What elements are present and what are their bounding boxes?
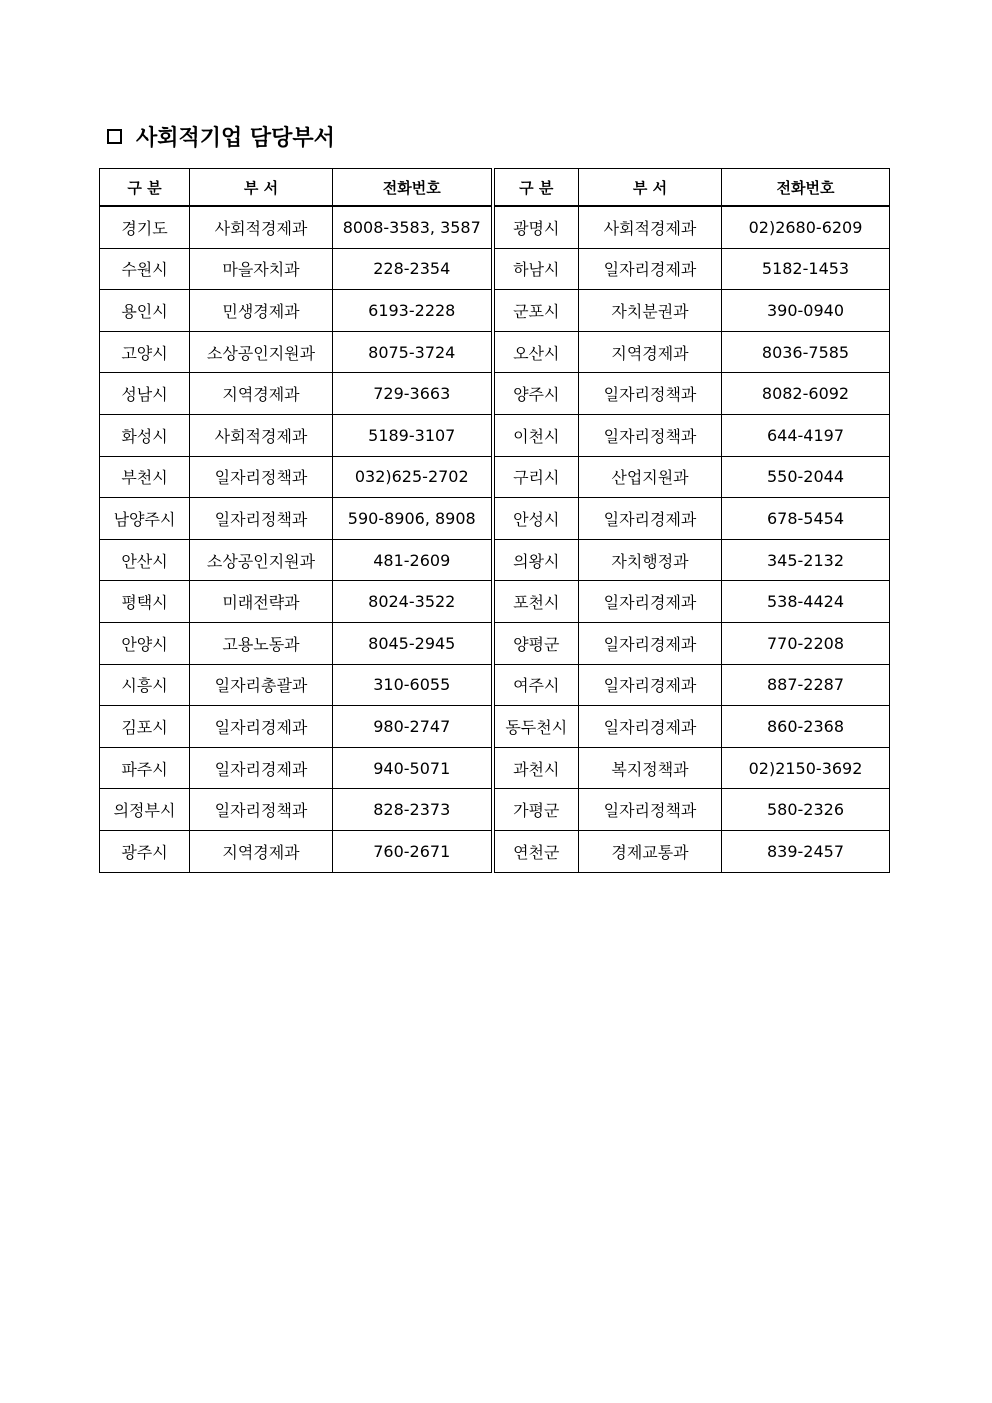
table-row xyxy=(100,498,890,540)
department-cell: 사회적경제과 xyxy=(190,414,333,456)
table-row xyxy=(100,539,890,581)
phone-cell: 940-5071 xyxy=(333,747,493,789)
phone-cell-right: 02)2150-3692 xyxy=(722,747,890,789)
department-cell: 소상공인지원과 xyxy=(190,331,333,373)
phone-cell-right: 8082-6092 xyxy=(722,373,890,415)
region-cell: 광주시 xyxy=(100,830,190,872)
region-cell: 남양주시 xyxy=(100,498,190,540)
department-cell: 민생경제과 xyxy=(190,290,333,332)
department-cell-right: 일자리경제과 xyxy=(579,664,722,706)
header-department: 부 서 xyxy=(190,169,333,207)
phone-cell-right: 5182-1453 xyxy=(722,248,890,290)
region-cell-right: 가평군 xyxy=(493,789,579,831)
department-cell-right: 복지정책과 xyxy=(579,747,722,789)
table-row xyxy=(100,706,890,748)
region-cell-right: 양주시 xyxy=(493,373,579,415)
department-cell-right: 일자리경제과 xyxy=(579,498,722,540)
department-cell: 일자리경제과 xyxy=(190,706,333,748)
phone-cell: 5189-3107 xyxy=(333,414,493,456)
department-table xyxy=(99,168,890,873)
department-cell: 일자리정책과 xyxy=(190,789,333,831)
phone-cell-right: 02)2680-6209 xyxy=(722,206,890,248)
department-cell-right: 일자리정책과 xyxy=(579,789,722,831)
phone-cell-right: 8036-7585 xyxy=(722,331,890,373)
region-cell: 수원시 xyxy=(100,248,190,290)
region-cell-right: 포천시 xyxy=(493,581,579,623)
phone-cell: 032)625-2702 xyxy=(333,456,493,498)
phone-cell: 8075-3724 xyxy=(333,331,493,373)
section-heading xyxy=(107,120,335,152)
region-cell-right: 오산시 xyxy=(493,331,579,373)
region-cell: 부천시 xyxy=(100,456,190,498)
department-cell-right: 일자리경제과 xyxy=(579,622,722,664)
table-row xyxy=(100,747,890,789)
department-cell-right: 일자리경제과 xyxy=(579,706,722,748)
phone-cell-right: 580-2326 xyxy=(722,789,890,831)
department-cell-right: 경제교통과 xyxy=(579,830,722,872)
region-cell-right: 이천시 xyxy=(493,414,579,456)
phone-cell: 760-2671 xyxy=(333,830,493,872)
phone-cell-right: 887-2287 xyxy=(722,664,890,706)
region-cell-right: 하남시 xyxy=(493,248,579,290)
region-cell-right: 과천시 xyxy=(493,747,579,789)
phone-cell-right: 538-4424 xyxy=(722,581,890,623)
region-cell-right: 의왕시 xyxy=(493,539,579,581)
phone-cell-right: 390-0940 xyxy=(722,290,890,332)
department-cell: 지역경제과 xyxy=(190,830,333,872)
phone-cell-right: 678-5454 xyxy=(722,498,890,540)
department-cell: 지역경제과 xyxy=(190,373,333,415)
department-cell: 일자리총괄과 xyxy=(190,664,333,706)
department-cell-right: 사회적경제과 xyxy=(579,206,722,248)
header-region-right: 구 분 xyxy=(493,169,579,207)
department-cell-right: 산업지원과 xyxy=(579,456,722,498)
department-cell: 일자리경제과 xyxy=(190,747,333,789)
phone-cell-right: 345-2132 xyxy=(722,539,890,581)
region-cell: 화성시 xyxy=(100,414,190,456)
region-cell-right: 광명시 xyxy=(493,206,579,248)
table-row xyxy=(100,206,890,248)
phone-cell-right: 550-2044 xyxy=(722,456,890,498)
department-cell-right: 자치행정과 xyxy=(579,539,722,581)
page-title: 사회적기업 담당부서 xyxy=(136,125,335,151)
region-cell: 고양시 xyxy=(100,331,190,373)
table-row xyxy=(100,664,890,706)
region-cell-right: 연천군 xyxy=(493,830,579,872)
department-cell: 미래전략과 xyxy=(190,581,333,623)
region-cell-right: 안성시 xyxy=(493,498,579,540)
region-cell: 경기도 xyxy=(100,206,190,248)
table-row xyxy=(100,622,890,664)
region-cell: 용인시 xyxy=(100,290,190,332)
department-cell: 사회적경제과 xyxy=(190,206,333,248)
phone-cell: 8045-2945 xyxy=(333,622,493,664)
phone-cell-right: 839-2457 xyxy=(722,830,890,872)
table-row xyxy=(100,581,890,623)
phone-cell: 8008-3583, 3587 xyxy=(333,206,493,248)
header-phone-right: 전화번호 xyxy=(722,169,890,207)
table-row xyxy=(100,290,890,332)
table-row xyxy=(100,414,890,456)
phone-cell: 228-2354 xyxy=(333,248,493,290)
department-cell: 소상공인지원과 xyxy=(190,539,333,581)
region-cell: 평택시 xyxy=(100,581,190,623)
region-cell-right: 양평군 xyxy=(493,622,579,664)
phone-cell-right: 860-2368 xyxy=(722,706,890,748)
department-cell-right: 자치분권과 xyxy=(579,290,722,332)
department-cell: 일자리정책과 xyxy=(190,498,333,540)
table-row xyxy=(100,373,890,415)
department-cell-right: 일자리경제과 xyxy=(579,581,722,623)
phone-cell: 481-2609 xyxy=(333,539,493,581)
table-row xyxy=(100,830,890,872)
phone-cell: 980-2747 xyxy=(333,706,493,748)
phone-cell: 828-2373 xyxy=(333,789,493,831)
region-cell-right: 여주시 xyxy=(493,664,579,706)
phone-cell-right: 770-2208 xyxy=(722,622,890,664)
checkbox-square-icon xyxy=(107,129,122,144)
department-cell-right: 일자리경제과 xyxy=(579,248,722,290)
region-cell: 파주시 xyxy=(100,747,190,789)
table-row xyxy=(100,789,890,831)
table-row xyxy=(100,456,890,498)
phone-cell: 729-3663 xyxy=(333,373,493,415)
table-header-row xyxy=(100,169,890,207)
department-cell: 일자리정책과 xyxy=(190,456,333,498)
header-region: 구 분 xyxy=(100,169,190,207)
region-cell: 성남시 xyxy=(100,373,190,415)
region-cell-right: 동두천시 xyxy=(493,706,579,748)
table-row xyxy=(100,331,890,373)
header-phone: 전화번호 xyxy=(333,169,493,207)
phone-cell-right: 644-4197 xyxy=(722,414,890,456)
region-cell: 의정부시 xyxy=(100,789,190,831)
department-cell-right: 일자리정책과 xyxy=(579,373,722,415)
phone-cell: 8024-3522 xyxy=(333,581,493,623)
region-cell-right: 구리시 xyxy=(493,456,579,498)
region-cell: 안양시 xyxy=(100,622,190,664)
department-cell-right: 지역경제과 xyxy=(579,331,722,373)
region-cell-right: 군포시 xyxy=(493,290,579,332)
region-cell: 안산시 xyxy=(100,539,190,581)
table-row xyxy=(100,248,890,290)
phone-cell: 6193-2228 xyxy=(333,290,493,332)
header-department-right: 부 서 xyxy=(579,169,722,207)
department-cell: 마을자치과 xyxy=(190,248,333,290)
region-cell: 김포시 xyxy=(100,706,190,748)
phone-cell: 590-8906, 8908 xyxy=(333,498,493,540)
department-cell: 고용노동과 xyxy=(190,622,333,664)
region-cell: 시흥시 xyxy=(100,664,190,706)
department-cell-right: 일자리정책과 xyxy=(579,414,722,456)
phone-cell: 310-6055 xyxy=(333,664,493,706)
